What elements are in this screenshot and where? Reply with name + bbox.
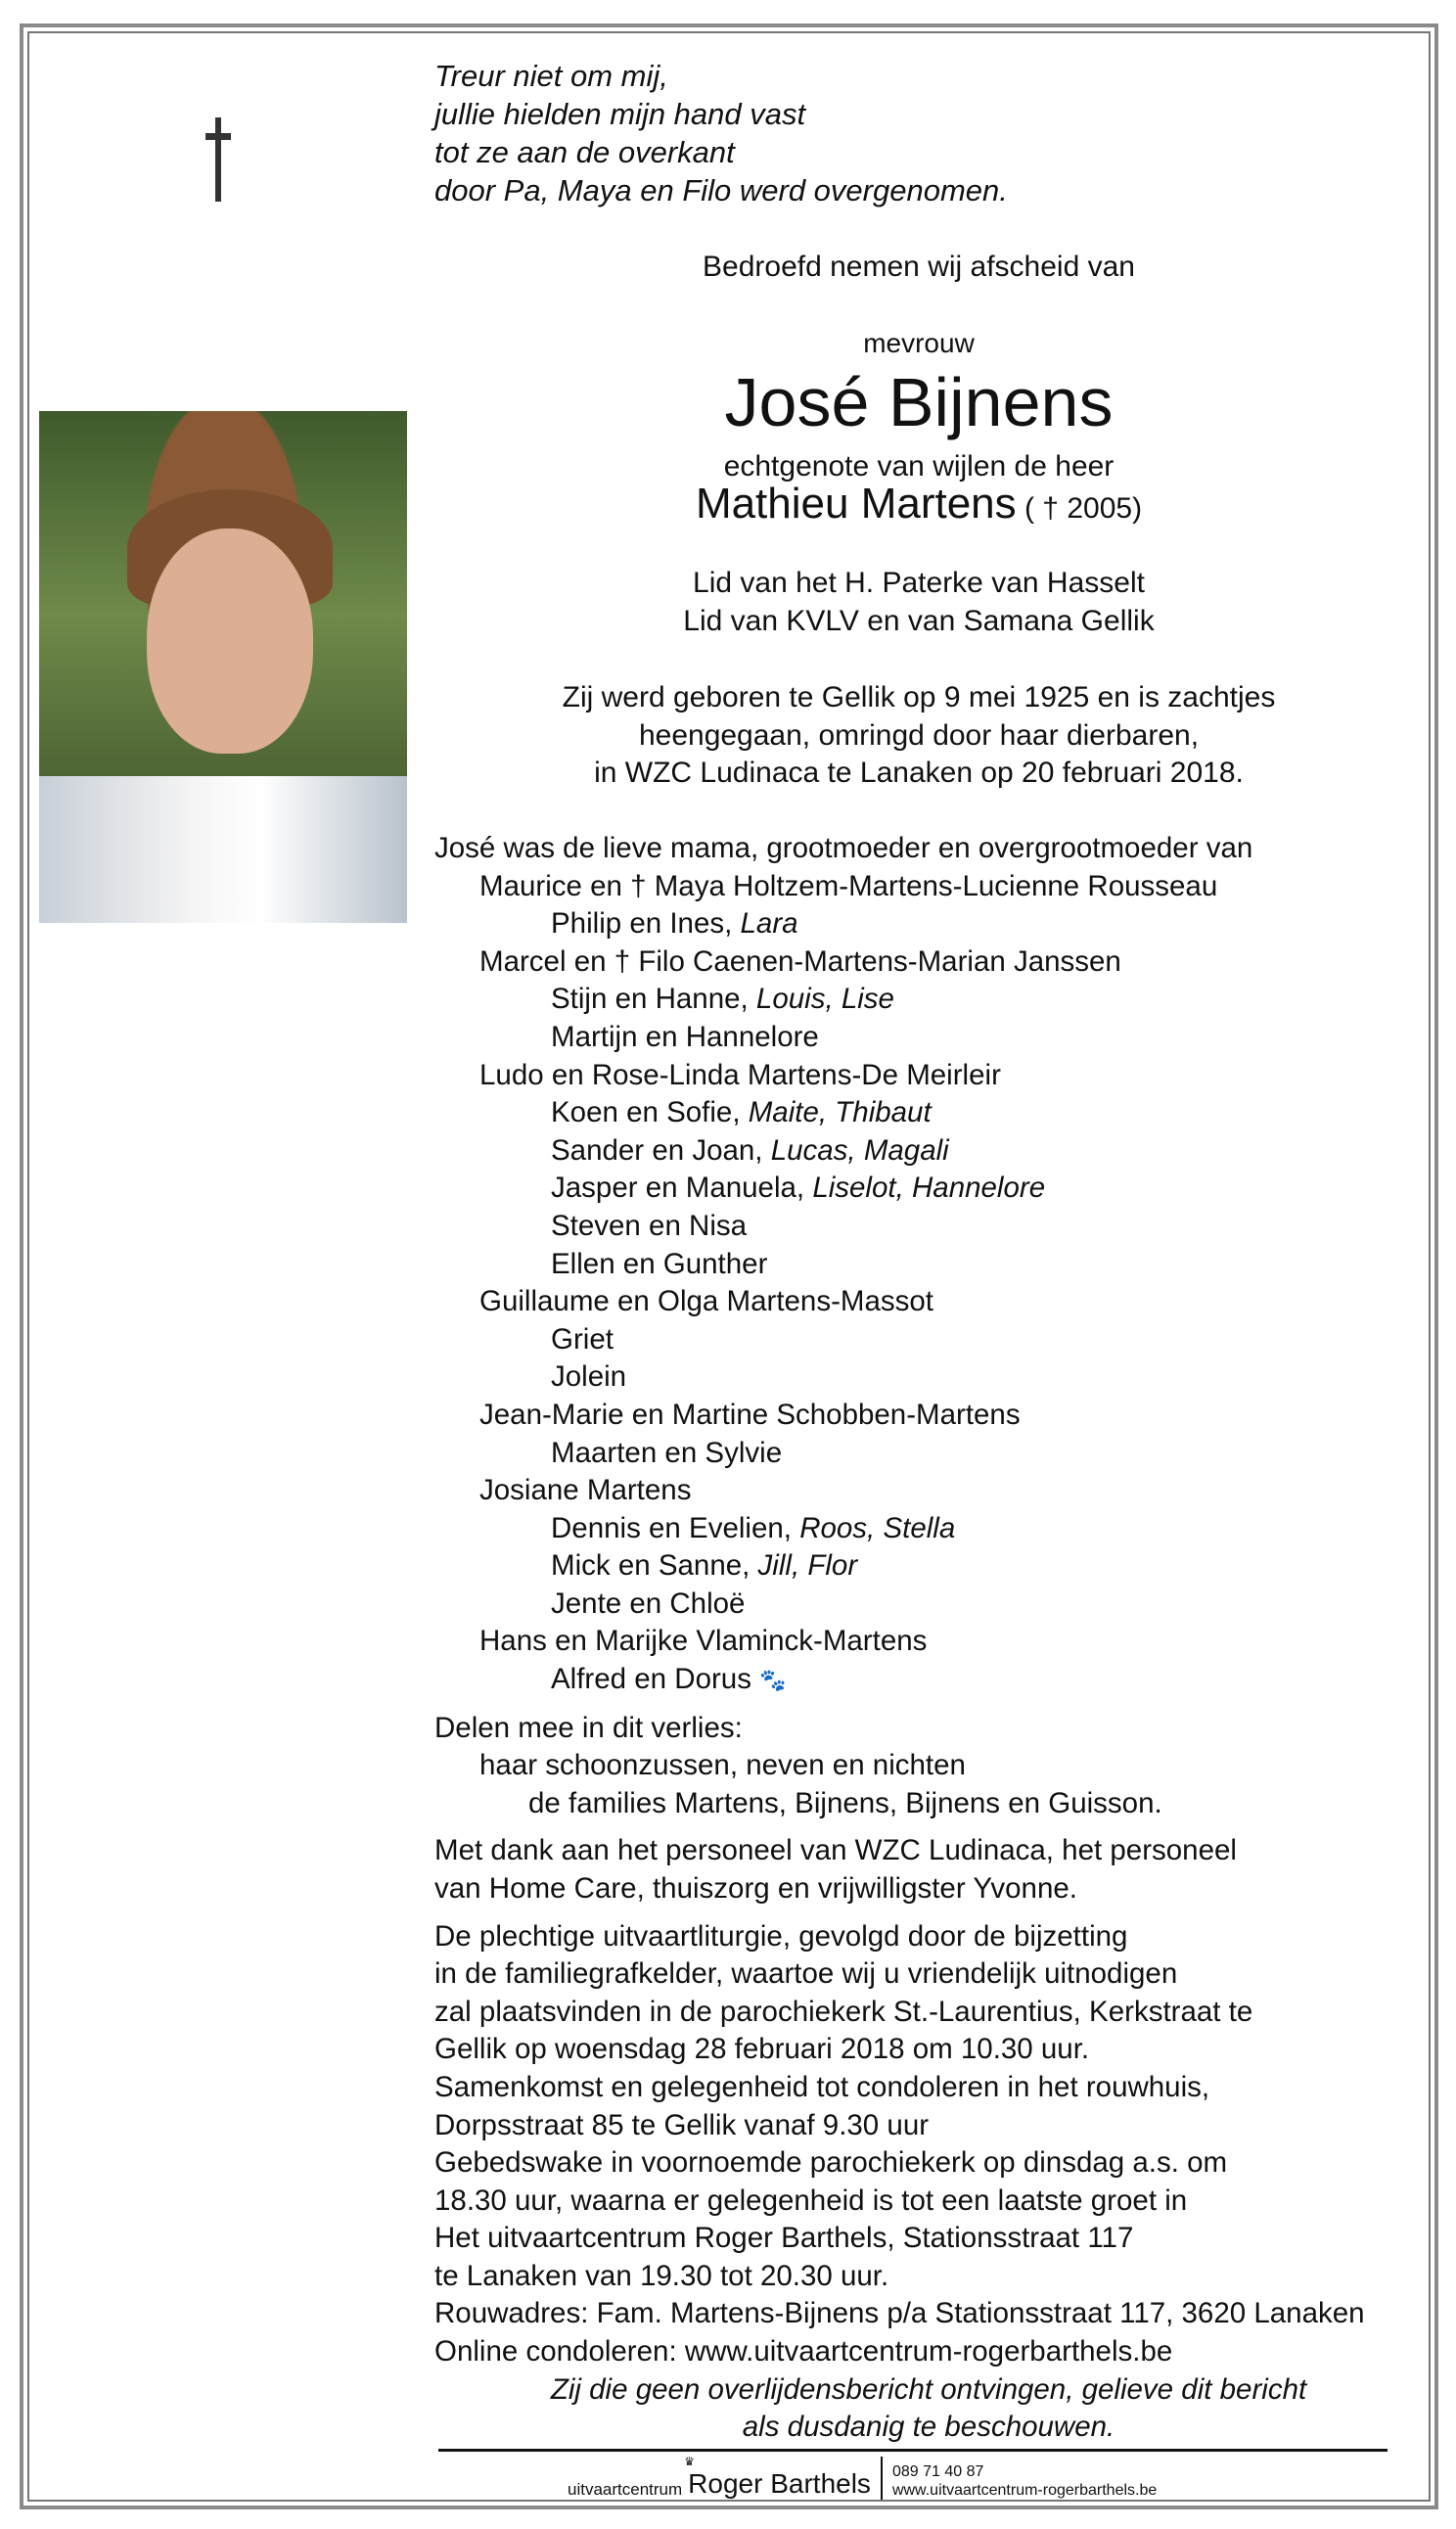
paw-icon: 🐾	[758, 1667, 787, 1692]
family-member	[434, 943, 1423, 982]
funeral-line: Samenkomst en gelegenheid tot condoleren in het rouwhuis,	[434, 2070, 1210, 2103]
family-member	[434, 1661, 1423, 1700]
family-member	[434, 1057, 1423, 1095]
family-names: Ludo en Rose-Linda Martens-De Meirleir	[479, 1058, 1001, 1091]
spouse-name: Mathieu Martens	[695, 480, 1017, 528]
footer	[568, 2455, 1157, 2500]
family-names: Jente en Chloë	[551, 1586, 746, 1620]
footer-rule	[438, 2449, 1388, 2452]
family-names: Josiane Martens	[479, 1474, 692, 1507]
family-member	[434, 905, 1423, 943]
spouse-death: ( † 2005)	[1024, 492, 1143, 525]
family-member	[434, 1019, 1423, 1057]
share-block	[434, 1710, 1423, 1823]
funeral-line: Gellik op woensdag 28 februari 2018 om 10.30 uur.	[434, 2033, 1090, 2066]
family-names: Mick en Sanne,	[551, 1549, 758, 1583]
family-names: Martijn en Hannelore	[551, 1020, 819, 1053]
spouse-intro: echtgenote van wijlen de heer	[723, 450, 1115, 483]
great-grandchildren: Jill, Flor	[757, 1549, 858, 1583]
family-names: Dennis en Evelien,	[551, 1511, 800, 1544]
family-member	[434, 1321, 1423, 1359]
family-names: Jolein	[551, 1360, 627, 1394]
family-names: Koen en Sofie,	[551, 1096, 749, 1129]
membership: Lid van het H. Paterke van Hasselt	[693, 567, 1145, 599]
intro: Bedroefd nemen wij afscheid van	[703, 251, 1135, 283]
title: mevrouw	[863, 328, 975, 358]
family-member	[434, 1472, 1423, 1510]
funeral-line: in de familiegrafkelder, waartoe wij u vriendelijk uitnodigen	[434, 1957, 1178, 1991]
share-line: Delen mee in dit verlies:	[434, 1711, 743, 1744]
birth-death-line: Zij werd geboren te Gellik op 9 mei 1925 en is zachtjes	[562, 681, 1276, 713]
great-grandchildren: Roos, Stella	[799, 1511, 956, 1544]
footer-website[interactable]: www.uitvaartcentrum-rogerbarthels.be	[891, 2482, 1158, 2499]
main-text	[434, 830, 1423, 2447]
great-grandchildren: Lara	[740, 907, 798, 941]
thanks-line: Met dank aan het personeel van WZC Ludinaca, het personeel	[434, 1834, 1237, 1867]
great-grandchildren: Maite, Thibaut	[748, 1096, 932, 1129]
memberships	[434, 565, 1403, 640]
poem	[434, 57, 1008, 209]
family-names: Sander en Joan,	[551, 1133, 771, 1167]
family-names: Maurice en † Maya Holtzem-Martens-Lucienne Rousseau	[479, 869, 1218, 902]
family-member	[434, 1170, 1423, 1208]
family-member	[434, 1132, 1423, 1171]
footer-divider	[881, 2457, 883, 2500]
family-list	[434, 868, 1423, 1700]
footer-contact	[892, 2462, 1157, 2500]
thanks-line: van Home Care, thuiszorg en vrijwilligster Yvonne.	[434, 1871, 1077, 1905]
family-names: Jean-Marie en Martine Schobben-Martens	[479, 1398, 1021, 1431]
poem-line: jullie hielden mijn hand vast	[434, 97, 806, 131]
birth-death-line: heengegaan, omringd door haar dierbaren,	[638, 718, 1200, 752]
great-grandchildren: Liselot, Hannelore	[812, 1172, 1046, 1205]
family-names: Philip en Ines,	[551, 907, 741, 941]
funeral-line: Online condoleren: www.uitvaartcentrum-rogerbarthels.be	[434, 2335, 1173, 2368]
great-grandchildren: Louis, Lise	[755, 983, 894, 1016]
family-names: Maarten en Sylvie	[551, 1436, 783, 1469]
family-member	[434, 1623, 1423, 1661]
family-names: Hans en Marijke Vlaminck-Martens	[479, 1625, 928, 1658]
birth-death	[434, 679, 1403, 793]
funeral-line: De plechtige uitvaartliturgie, gevolgd door de bijzetting	[434, 1919, 1128, 1953]
share-line: de families Martens, Bijnens, Bijnens en Guisson.	[528, 1786, 1162, 1819]
funeral-line: zal plaatsvinden in de parochiekerk St.-Laurentius, Kerkstraat te	[434, 1995, 1253, 2028]
funeral-line: Het uitvaartcentrum Roger Barthels, Stationsstraat 117	[434, 2222, 1134, 2255]
family-names: Alfred en Dorus	[551, 1663, 751, 1696]
deceased-name: José Bijnens	[724, 364, 1114, 440]
closing-line: als dusdanig te beschouwen.	[742, 2411, 1115, 2444]
family-names: Guillaume en Olga Martens-Massot	[479, 1285, 933, 1318]
crest-icon: ♛	[684, 2455, 695, 2468]
cross-icon	[205, 117, 231, 202]
birth-death-line: in WZC Ludinaca te Lanaken op 20 februari 2018.	[594, 757, 1244, 789]
footer-brand	[684, 2455, 871, 2500]
poem-line: door Pa, Maya en Filo werd overgenomen.	[434, 173, 1008, 207]
footer-prefix: uitvaartcentrum	[568, 2480, 683, 2499]
footer-phone: 089 71 40 87	[891, 2463, 984, 2480]
funeral-line: te Lanaken van 19.30 tot 20.30 uur.	[434, 2259, 889, 2292]
funeral-line: Gebedswake in voornoemde parochiekerk op dinsdag a.s. om	[434, 2146, 1228, 2180]
funeral-line: 18.30 uur, waarna er gelegenheid is tot een laatste groet in	[434, 2184, 1188, 2217]
funeral-line: Dorpsstraat 85 te Gellik vanaf 9.30 uur	[434, 2108, 930, 2141]
membership: Lid van KVLV en van Samana Gellik	[683, 604, 1155, 637]
family-names: Stijn en Hanne,	[551, 983, 756, 1016]
family-member	[434, 1586, 1423, 1624]
spouse-line	[434, 480, 1403, 529]
family-names: Ellen en Gunther	[551, 1247, 768, 1280]
footer-brand-name: Roger Barthels	[688, 2468, 871, 2499]
family-names: Jasper en Manuela,	[551, 1172, 813, 1205]
family-names: Griet	[551, 1322, 614, 1356]
great-grandchildren: Lucas, Magali	[770, 1133, 949, 1167]
poem-line: tot ze aan de overkant	[434, 135, 735, 169]
family-member	[434, 868, 1423, 906]
family-member	[434, 1547, 1423, 1586]
poem-line: Treur niet om mij,	[434, 59, 668, 93]
family-member	[434, 1510, 1423, 1548]
family-names: Marcel en † Filo Caenen-Martens-Marian Janssen	[479, 944, 1121, 978]
family-member	[434, 1435, 1423, 1473]
closing-line: Zij die geen overlijdensbericht ontvingen, gelieve dit bericht	[550, 2372, 1307, 2406]
funeral-block	[434, 1918, 1423, 2371]
portrait-photo	[39, 411, 407, 923]
funeral-line: Rouwadres: Fam. Martens-Bijnens p/a Stationsstraat 117, 3620 Lanaken	[434, 2297, 1365, 2330]
thanks-block	[434, 1832, 1423, 1908]
closing	[434, 2371, 1423, 2447]
family-member	[434, 1208, 1423, 1246]
family-member	[434, 1283, 1423, 1321]
family-member	[434, 1246, 1423, 1284]
family-member	[434, 981, 1423, 1019]
family-names: Steven en Nisa	[551, 1209, 748, 1242]
family-member	[434, 1397, 1423, 1435]
family-member	[434, 1094, 1423, 1132]
share-line: haar schoonzussen, neven en nichten	[479, 1749, 966, 1782]
family-intro: José was de lieve mama, grootmoeder en overgrootmoeder van	[434, 832, 1253, 864]
family-member	[434, 1358, 1423, 1397]
